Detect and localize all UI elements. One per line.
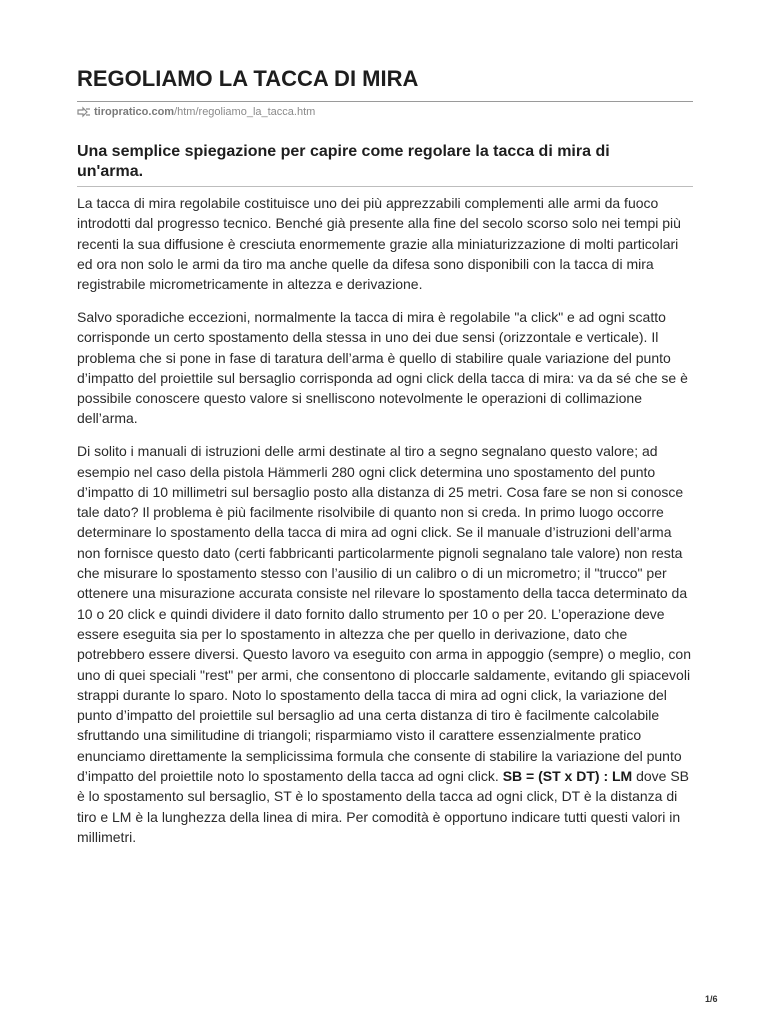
- subtitle-divider: [77, 186, 693, 187]
- paragraph-3-text-after: dove SB è lo spostamento sul bersaglio, ST è lo spostamento della tacca ad ogni click, DT è la distanza di tiro e LM è la lunghezza della linea di mira. Per comodità è opportuno indicare tutti questi valori in millimetri.: [77, 768, 690, 845]
- source-domain: tiropratico.com: [94, 106, 175, 118]
- document-page: [77, 0, 693, 1024]
- title-divider: [77, 101, 693, 102]
- page-number: 1/6: [705, 994, 718, 1004]
- link-icon: [77, 106, 91, 118]
- page-title: REGOLIAMO LA TACCA DI MIRA: [77, 66, 419, 91]
- source-link[interactable]: [77, 106, 315, 118]
- paragraph-3-text-before: Di solito i manuali di istruzioni delle armi destinate al tiro a segno segnalano questo valore; ad esempio nel caso della pistola Hämmerli 280 ogni click determina uno spostamento del punto d’impatto di 10 millimetri sul bersaglio posto alla distanza di 25 metri. Cosa fare se non si conosce tale dato? Il problema è più facilmente risolvibile di quanto non si creda. In primo luogo occorre determinare lo spostamento della tacca di mira ad ogni click. Se il manuale d’istruzioni dell’arma non fornisce questo dato (certi fabbricanti particolarmente pignoli segnalano tale valore) non resta che misurare lo spostamento stesso con l’ausilio di un calibro o di un micrometro; il "trucco" per ottenere una misurazione accurata consiste nel rilevare lo spostamento della tacca determinato da 10 o 20 click e quindi dividere il dato fornito dallo strumento per 10 o per 20. L’operazione deve essere eseguita sia per lo spostamento in altezza che per quello in derivazione, dato che potrebbero essere diversi. Questo lavoro va eseguito con arma in appoggio (sempre) o meglio, con uno di quei speciali "rest" per armi, che consentono di ploccarle saldamente, evitando gli spiacevoli strappi durante lo sparo. Noto lo spostamento della tacca di mira ad ogni click, la variazione del punto d’impatto del proiettile sul bersaglio ad una certa distanza di tiro è facilmente calcolabile sfruttando una similitudine di triangoli; risparmiamo visto il carattere essenzialmente pratico enunciamo direttamente la semplicissima formula che consente di stabilire la variazione del punto d’impatto del proiettile noto lo spostamento della tacca ad ogni click.: [77, 443, 691, 785]
- paragraph-2: Salvo sporadiche eccezioni, normalmente la tacca di mira è regolabile "a click" e ad ogni scatto corrisponde un certo spostamento della stessa in uno dei due sensi (orizzontale e verticale). Il problema che si pone in fase di taratura dell’arma è quello di stabilire quale variazione del punto d’impatto del proiettile sul bersaglio corrisponda ad ogni click della tacca di mira: va da sé che se è possibile conoscere questo valore si snelliscono notevolmente le operazioni di collimazione dell’arma.: [77, 308, 688, 427]
- sighting-formula: SB = (ST x DT) : LM: [502, 768, 633, 785]
- article-subtitle: Una semplice spiegazione per capire come regolare la tacca di mira di un'arma.: [77, 143, 610, 180]
- article-body: [77, 193, 693, 860]
- paragraph-3: [77, 441, 693, 847]
- source-path: /htm/regoliamo_la_tacca.htm: [174, 106, 316, 118]
- paragraph-1: La tacca di mira regolabile costituisce uno dei più apprezzabili complementi alle armi da fuoco introdotti dal progresso tecnico. Benché già presente alla fine del secolo scorso solo nei tempi più recenti la sua diffusione è cresciuta enormemente grazie alla miniaturizzazione di molti particolari ed ora non solo le armi da tiro ma anche quelle da difesa sono disponibili con la tacca di mira registrabile micrometricamente in altezza e derivazione.: [77, 195, 681, 293]
